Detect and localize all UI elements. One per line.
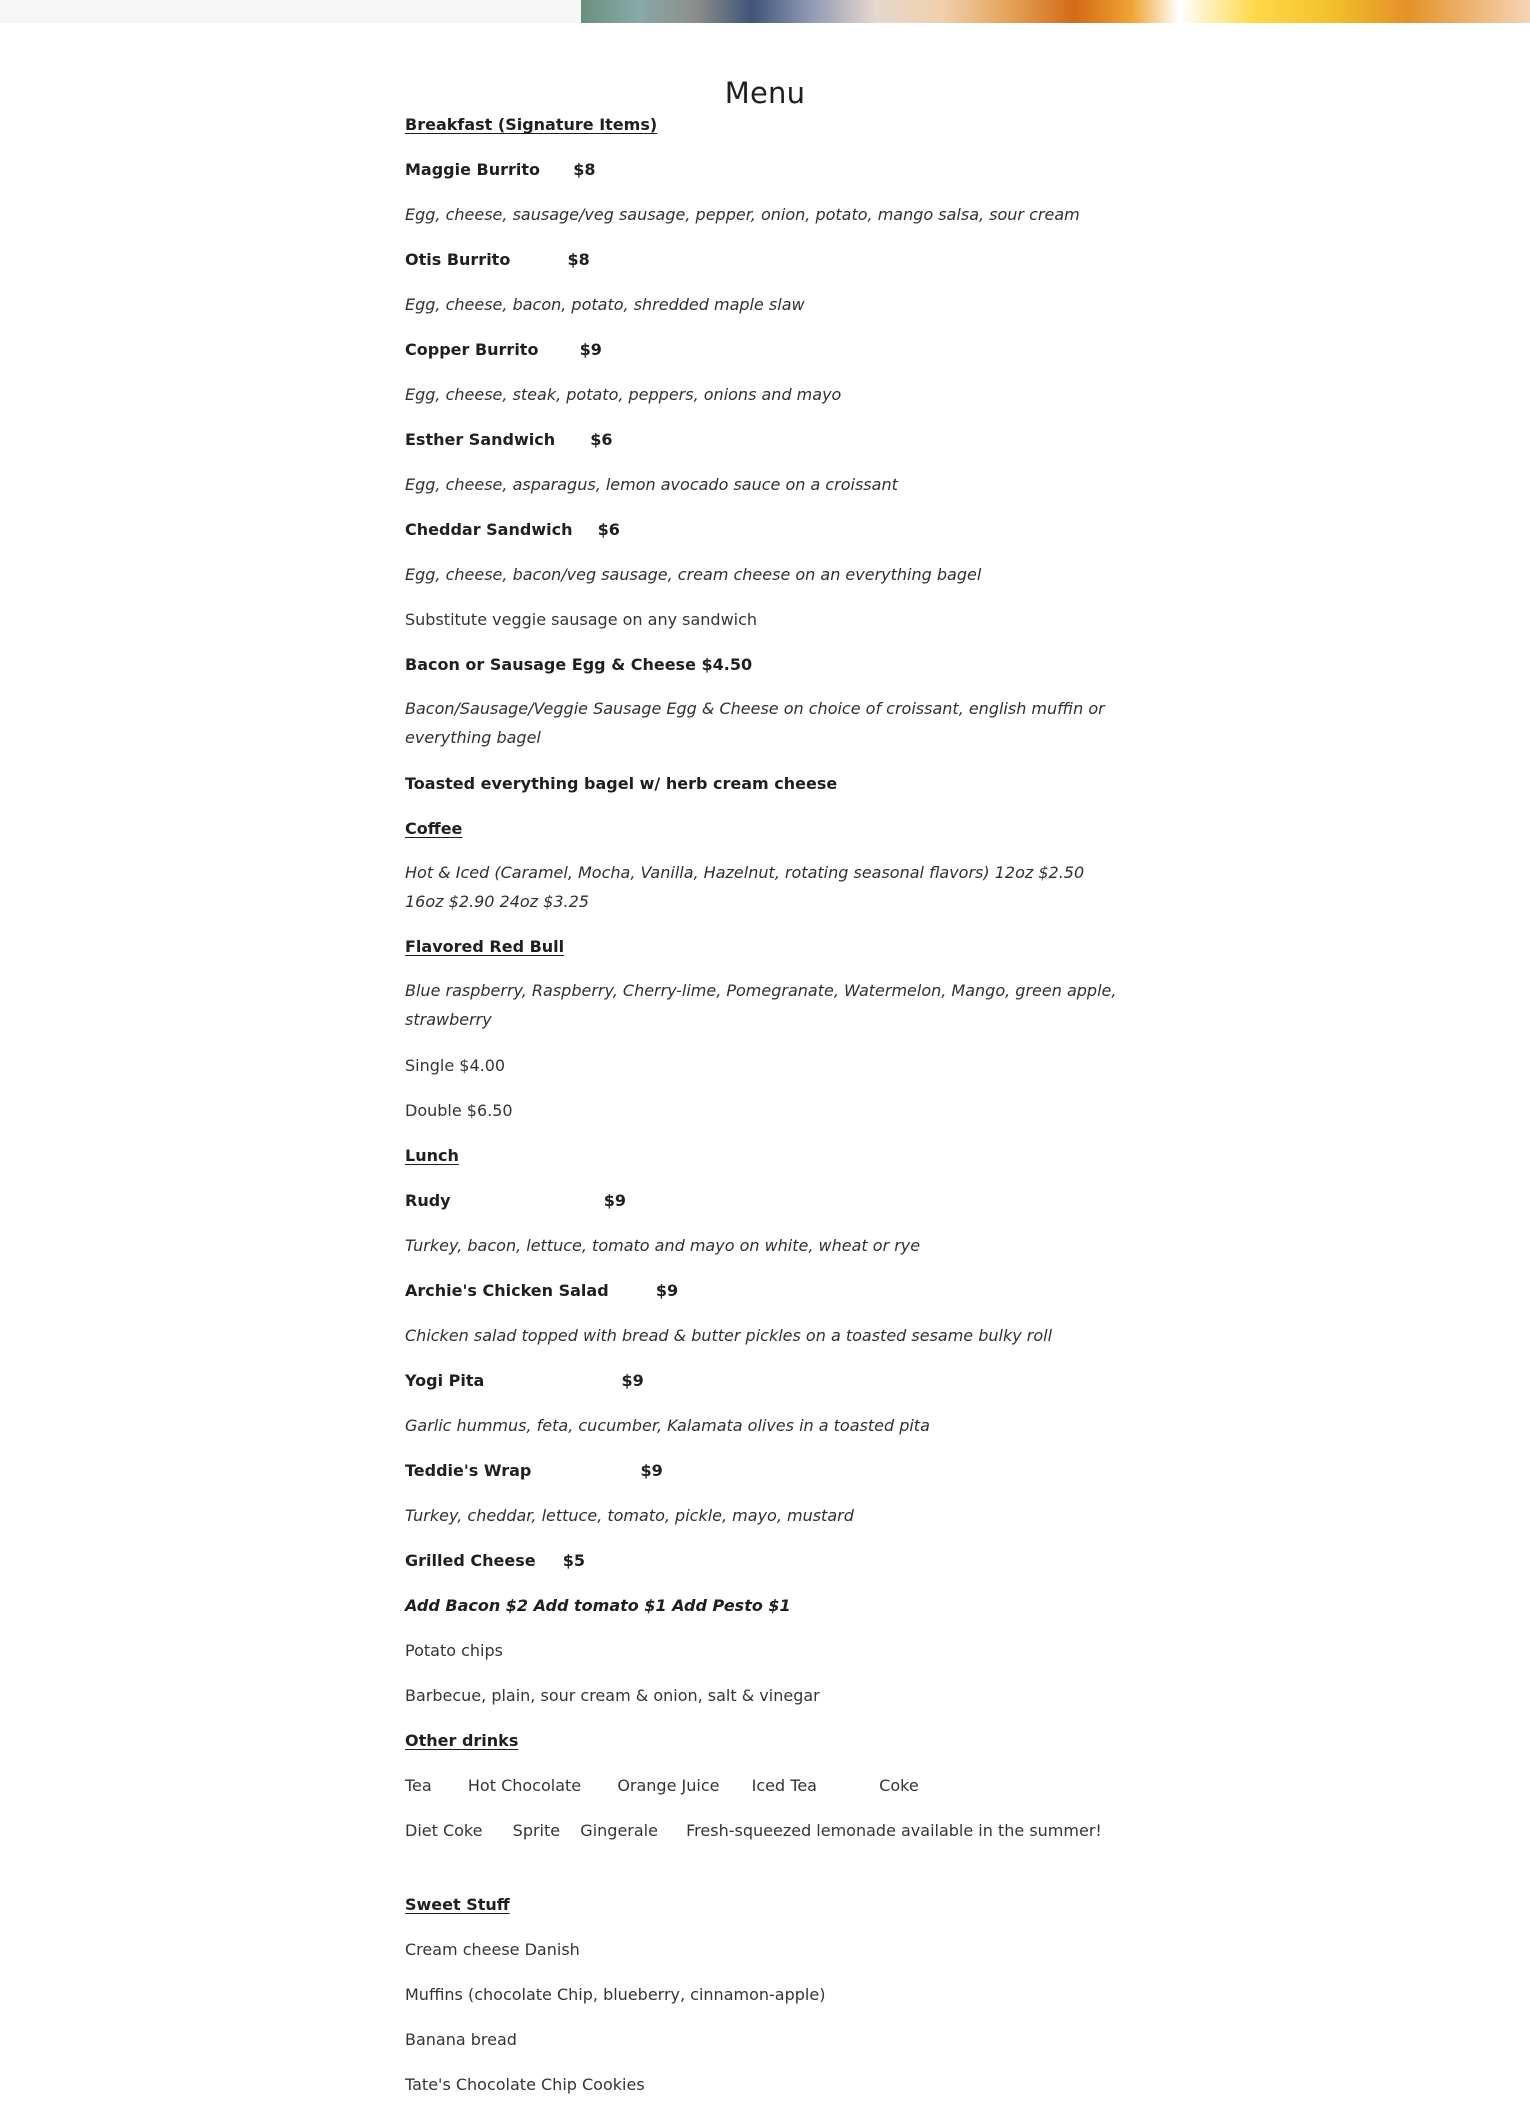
- otis-burrito-title: [405, 245, 1125, 274]
- menu-item-price: $5: [562, 1551, 585, 1570]
- menu-item-price: $8: [567, 250, 590, 269]
- menu-item-price: $6: [597, 520, 620, 539]
- drink-item: Fresh-squeezed lemonade available in the summer!: [686, 1821, 1102, 1840]
- menu-item-price: $6: [590, 430, 613, 449]
- menu-item-name: Esther Sandwich: [405, 430, 556, 449]
- menu-item-name: Archie's Chicken Salad: [405, 1281, 609, 1300]
- sweet-item: Muffins (chocolate Chip, blueberry, cinnamon-apple): [405, 1985, 826, 2004]
- menu-item-name: Otis Burrito: [405, 250, 511, 269]
- hero-banner: [0, 0, 1530, 23]
- menu-item-price: $8: [573, 160, 596, 179]
- yogi-pita-description: Garlic hummus, feta, cucumber, Kalamata olives in a toasted pita: [405, 1416, 930, 1435]
- page-title: Menu: [724, 76, 806, 111]
- other-drinks-line-1: [405, 1771, 1125, 1800]
- esther-sandwich-description: Egg, cheese, asparagus, lemon avocado sauce on a croissant: [405, 475, 898, 494]
- menu-item-price: $9: [621, 1371, 644, 1390]
- rudy-description: Turkey, bacon, lettuce, tomato and mayo on white, wheat or rye: [405, 1236, 921, 1255]
- drink-item: Coke: [879, 1776, 919, 1795]
- teddies-wrap-title: [405, 1456, 1125, 1485]
- red-bull-description: Blue raspberry, Raspberry, Cherry-lime, Pomegranate, Watermelon, Mango, green apple, strawberry: [405, 981, 1117, 1029]
- menu-item-price: $9: [655, 1281, 679, 1300]
- drink-item: Diet Coke: [405, 1821, 483, 1840]
- menu-item-price: $9: [579, 340, 602, 359]
- grilled-cheese-addons: Add Bacon $2 Add tomato $1 Add Pesto $1: [405, 1596, 791, 1615]
- egg-cheese-title: Bacon or Sausage Egg & Cheese $4.50: [405, 655, 753, 674]
- egg-cheese-description: Bacon/Sausage/Veggie Sausage Egg & Cheese on choice of croissant, english muffin or everything bagel: [405, 699, 1105, 747]
- food-photo-banner: [581, 0, 1530, 23]
- potato-chips-title: Potato chips: [405, 1641, 503, 1660]
- drink-item: Tea: [405, 1776, 432, 1795]
- sweet-stuff-heading: Sweet Stuff: [405, 1895, 510, 1914]
- copper-burrito-description: Egg, cheese, steak, potato, peppers, onions and mayo: [405, 385, 842, 404]
- menu-item-name: Copper Burrito: [405, 340, 539, 359]
- menu-item-price: $9: [603, 1191, 627, 1210]
- archies-chicken-salad-title: [405, 1276, 1125, 1305]
- cheddar-sandwich-description: Egg, cheese, bacon/veg sausage, cream cheese on an everything bagel: [405, 565, 982, 584]
- drink-item: Sprite: [512, 1821, 561, 1840]
- grilled-cheese-title: [405, 1546, 1125, 1575]
- menu-item-name: Cheddar Sandwich: [405, 520, 573, 539]
- yogi-pita-title: [405, 1366, 1125, 1395]
- hero-left-panel: [0, 0, 581, 23]
- substitute-note: Substitute veggie sausage on any sandwich: [405, 610, 758, 629]
- red-bull-heading: Flavored Red Bull: [405, 937, 565, 956]
- menu-item-name: Grilled Cheese: [405, 1551, 536, 1570]
- single-price: Single $4.00: [405, 1056, 506, 1075]
- sweet-item: Cream cheese Danish: [405, 1940, 580, 1959]
- drink-item: Hot Chocolate: [467, 1776, 582, 1795]
- sweet-item: Banana bread: [405, 2030, 517, 2049]
- drink-item: Orange Juice: [617, 1776, 720, 1795]
- copper-burrito-title: [405, 335, 1125, 364]
- cheddar-sandwich-title: [405, 515, 1125, 544]
- bagel-item: Toasted everything bagel w/ herb cream cheese: [405, 774, 838, 793]
- drink-item: Gingerale: [580, 1821, 658, 1840]
- maggie-burrito-description: Egg, cheese, sausage/veg sausage, pepper, onion, potato, mango salsa, sour cream: [405, 205, 1080, 224]
- other-drinks-heading: Other drinks: [405, 1731, 519, 1750]
- teddies-wrap-description: Turkey, cheddar, lettuce, tomato, pickle, mayo, mustard: [405, 1506, 854, 1525]
- menu-item-name: Teddie's Wrap: [405, 1461, 532, 1480]
- double-price: Double $6.50: [405, 1101, 513, 1120]
- esther-sandwich-title: [405, 425, 1125, 454]
- drink-item: Iced Tea: [751, 1776, 817, 1795]
- potato-chips-flavors: Barbecue, plain, sour cream & onion, salt & vinegar: [405, 1686, 820, 1705]
- menu-item-price: $9: [640, 1461, 663, 1480]
- lunch-heading: Lunch: [405, 1146, 459, 1165]
- menu-item-name: Rudy: [405, 1191, 451, 1210]
- archies-chicken-salad-description: Chicken salad topped with bread & butter pickles on a toasted sesame bulky roll: [405, 1326, 1053, 1345]
- menu-item-name: Maggie Burrito: [405, 160, 541, 179]
- coffee-description: Hot & Iced (Caramel, Mocha, Vanilla, Hazelnut, rotating seasonal flavors) 12oz $2.50 16oz $2.90 24oz $3.25: [405, 863, 1085, 911]
- other-drinks-line-2: [405, 1816, 1125, 1845]
- menu-item-name: Yogi Pita: [405, 1371, 485, 1390]
- breakfast-heading: Breakfast (Signature Items): [405, 115, 658, 134]
- coffee-heading: Coffee: [405, 819, 463, 838]
- otis-burrito-description: Egg, cheese, bacon, potato, shredded maple slaw: [405, 295, 805, 314]
- rudy-title: [405, 1186, 1125, 1215]
- maggie-burrito-title: [405, 155, 1125, 184]
- sweet-item: Tate's Chocolate Chip Cookies: [405, 2075, 645, 2094]
